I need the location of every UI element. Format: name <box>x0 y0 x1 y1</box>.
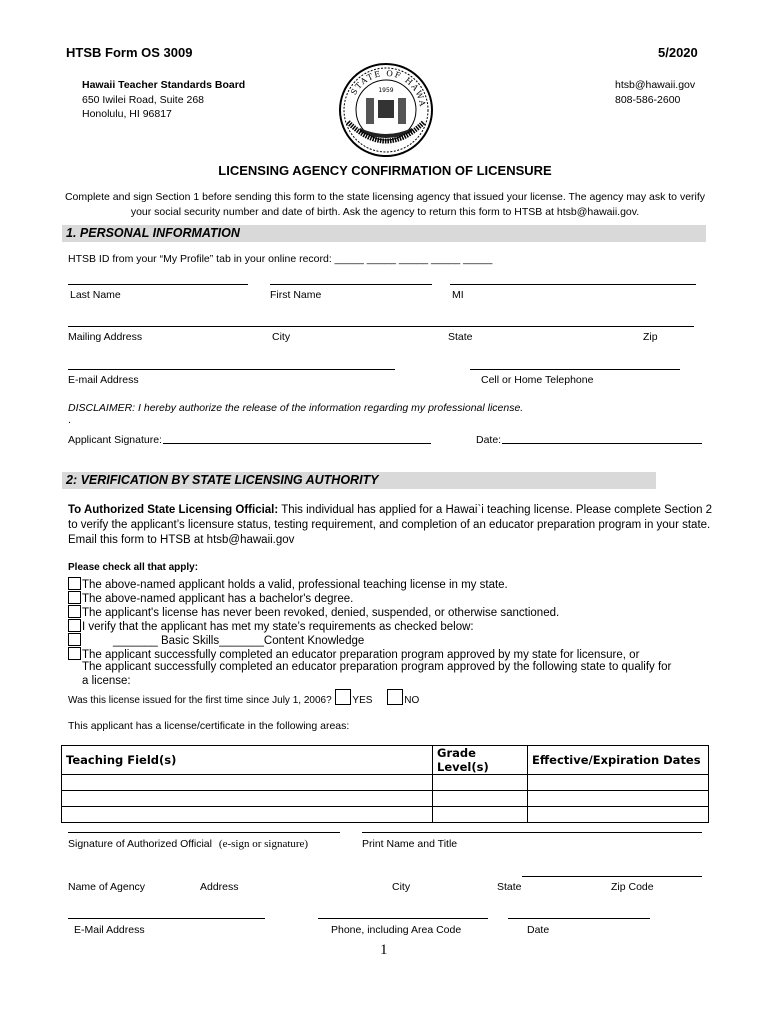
areas-label: This applicant has a license/certificate in the following areas: <box>68 720 350 732</box>
telephone-line[interactable] <box>470 369 680 370</box>
page-number: 1 <box>380 942 388 958</box>
mi-line[interactable] <box>450 284 696 285</box>
check-label: I verify that the applicant has met my state’s requirements as checked below: <box>82 621 474 633</box>
intro-line1: Complete and sign Section 1 before sending this form to the state licensing agency that issued your license. The agency may ask to verify <box>64 191 706 203</box>
city-label: City <box>272 331 291 343</box>
checkbox[interactable] <box>68 591 81 604</box>
print-name-line[interactable] <box>362 832 702 833</box>
official-text: This individual has applied for a Hawai`i teaching license. Please complete Section 2 <box>278 504 713 516</box>
table-cell[interactable] <box>528 775 709 791</box>
table-header-teaching-field: Teaching Field(s) <box>62 746 433 775</box>
table-cell[interactable] <box>433 791 528 807</box>
official-date-line[interactable] <box>508 918 650 919</box>
agency-zip-label: Zip Code <box>611 881 654 893</box>
table-cell[interactable] <box>62 807 433 823</box>
agency-address-line1: 650 Iwilei Road, Suite 268 <box>82 94 204 106</box>
table-row <box>62 791 709 807</box>
table-cell[interactable] <box>528 807 709 823</box>
check-label: The above-named applicant holds a valid, professional teaching license in my state. <box>82 579 508 591</box>
checkbox[interactable] <box>68 605 81 618</box>
table-header-grade-level: Grade Level(s) <box>433 746 528 775</box>
official-instructions-line3: Email this form to HTSB at htsb@hawaii.gov <box>68 534 295 546</box>
first-time-question <box>68 689 419 706</box>
applicant-signature-label: Applicant Signature: <box>68 434 162 446</box>
table-cell[interactable] <box>433 775 528 791</box>
check-item-program[interactable] <box>68 647 639 661</box>
table-cell[interactable] <box>62 775 433 791</box>
agency-email: htsb@hawaii.gov <box>615 79 696 91</box>
email-line[interactable] <box>68 369 395 370</box>
mailing-address-label: Mailing Address <box>68 331 143 343</box>
mailing-address-line[interactable] <box>68 326 694 327</box>
first-time-label: Was this license issued for the first time since July 1, 2006? <box>68 695 332 706</box>
agency-state-label: State <box>497 881 522 893</box>
official-email-label: E-Mail Address <box>74 924 145 936</box>
check-item-valid-license[interactable] <box>68 577 508 591</box>
official-signature-text: Signature of Authorized Official <box>68 838 212 850</box>
check-label: The applicant successfully completed an educator preparation program approved by my state for licensure, or <box>82 649 640 661</box>
state-label: State <box>448 331 473 343</box>
official-signature-line[interactable] <box>68 832 340 833</box>
applicant-date-label: Date: <box>476 434 502 446</box>
agency-address-label: Address <box>200 881 239 893</box>
check-label: The above-named applicant has a bachelor's degree. <box>82 593 354 605</box>
yes-checkbox[interactable] <box>335 689 351 705</box>
agency-city-label: City <box>392 881 411 893</box>
yes-label: YES <box>352 695 373 706</box>
teaching-fields-table <box>61 745 709 823</box>
check-item-requirements[interactable] <box>68 619 474 633</box>
check-label: _______ Basic Skills_______Content Knowledge <box>113 635 365 647</box>
last-name-line[interactable] <box>68 284 248 285</box>
checkbox[interactable] <box>68 633 81 646</box>
program-line3: a license: <box>82 675 131 687</box>
mi-label: MI <box>452 289 464 301</box>
zip-code-line[interactable] <box>522 876 702 877</box>
intro-line2: your social security number and date of birth. Ask the agency to return this form to HTSB at htsb@hawaii.gov. <box>130 206 640 218</box>
checkbox[interactable] <box>68 577 81 590</box>
email-label: E-mail Address <box>68 374 139 386</box>
table-header-dates: Effective/Expiration Dates <box>528 746 709 775</box>
section1-heading: 1. PERSONAL INFORMATION <box>62 225 706 242</box>
applicant-signature-line[interactable] <box>163 443 431 444</box>
seal-text: STATE OF HAWA <box>349 68 428 109</box>
first-name-label: First Name <box>270 289 322 301</box>
check-item-testing[interactable] <box>68 633 364 647</box>
state-seal <box>338 62 434 158</box>
official-phone-line[interactable] <box>318 918 488 919</box>
form-title: LICENSING AGENCY CONFIRMATION OF LICENSURE <box>218 163 552 178</box>
check-item-never-revoked[interactable] <box>68 605 559 619</box>
official-signature-label <box>68 838 308 850</box>
applicant-date-line[interactable] <box>502 443 702 444</box>
official-bold: To Authorized State Licensing Official: <box>68 504 279 516</box>
official-date-label: Date <box>527 924 550 936</box>
table-row <box>62 775 709 791</box>
disclaimer-dot: . <box>68 414 71 426</box>
section2-heading: 2: VERIFICATION BY STATE LICENSING AUTHORITY <box>62 472 656 489</box>
table-row <box>62 807 709 823</box>
agency-address-line2: Honolulu, HI 96817 <box>82 108 172 120</box>
form-id: HTSB Form OS 3009 <box>66 45 193 60</box>
print-name-label: Print Name and Title <box>362 838 458 850</box>
htsb-id-label[interactable]: HTSB ID from your “My Profile” tab in your online record: _____ _____ _____ _____ _____ <box>68 253 493 265</box>
checkbox[interactable] <box>68 619 81 632</box>
no-label: NO <box>404 695 420 706</box>
zip-label: Zip <box>643 331 658 343</box>
official-email-line[interactable] <box>68 918 265 919</box>
check-heading: Please check all that apply: <box>68 562 199 573</box>
program-line2: The applicant successfully completed an educator preparation program approved by the following state to qualify for <box>82 661 672 673</box>
table-cell[interactable] <box>62 791 433 807</box>
table-cell[interactable] <box>433 807 528 823</box>
check-label: The applicant's license has never been revoked, denied, suspended, or otherwise sanctioned. <box>82 607 560 619</box>
checkbox[interactable] <box>68 647 81 660</box>
table-header-row <box>62 746 709 775</box>
agency-phone: 808-586-2600 <box>615 94 681 106</box>
official-phone-label: Phone, including Area Code <box>331 924 462 936</box>
seal-year: 1959 <box>378 87 394 94</box>
check-item-bachelors[interactable] <box>68 591 353 605</box>
official-instructions-line1 <box>68 504 712 516</box>
last-name-label: Last Name <box>70 289 121 301</box>
official-signature-note: (e-sign or signature) <box>218 838 309 850</box>
telephone-label: Cell or Home Telephone <box>481 374 594 386</box>
agency-name: Hawaii Teacher Standards Board <box>82 79 246 91</box>
no-checkbox[interactable] <box>387 689 403 705</box>
first-name-line[interactable] <box>270 284 432 285</box>
agency-name-label: Name of Agency <box>68 881 146 893</box>
disclaimer: DISCLAIMER: I hereby authorize the release of the information regarding my professional license. <box>68 402 524 414</box>
form-date: 5/2020 <box>658 45 698 60</box>
official-instructions-line2: to verify the applicant’s licensure status, testing requirement, and completion of an educator preparation program in your state. <box>68 519 711 531</box>
table-cell[interactable] <box>528 791 709 807</box>
